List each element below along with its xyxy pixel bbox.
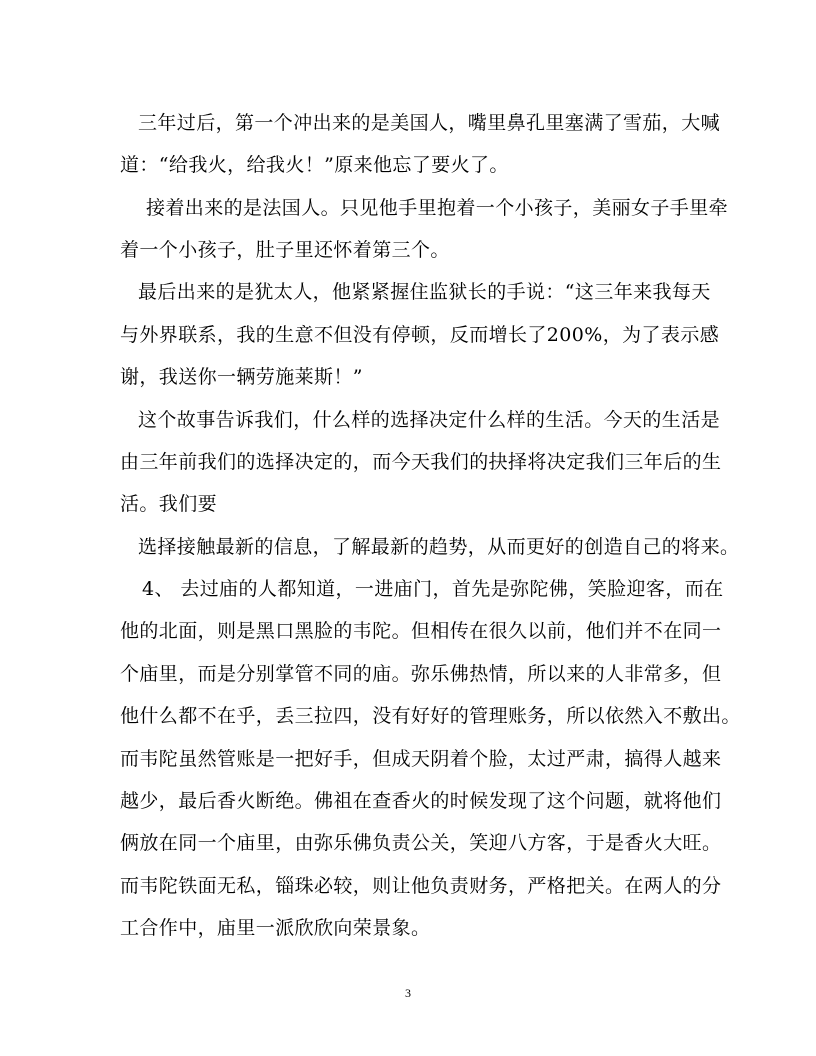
text-line-11: 选择接触最新的信息，了解最新的趋势，从而更好的创造自己的将来。 [138,536,740,558]
text-line-4: 着一个小孩子，肚子里还怀着第三个。 [120,239,450,261]
text-line-17: 越少，最后香火断绝。佛祖在查香火的时候发现了这个问题，就将他们 [120,790,722,812]
text-line-9: 由三年前我们的选择决定的，而今天我们的抉择将决定我们三年后的生 [120,451,722,473]
page-number: 3 [405,986,411,1000]
text-line-19: 而韦陀铁面无私，锱珠必较，则让他负责财务，严格把关。在两人的分 [120,875,722,897]
text-line-10: 活。我们要 [120,493,218,515]
text-line-5: 最后出来的是犹太人，他紧紧握住监狱长的手说：“这三年来我每天 [138,281,711,303]
text-line-3: 接着出来的是法国人。只见他手里抱着一个小孩子，美丽女子手里牵 [146,197,729,219]
text-line-14: 个庙里，而是分别掌管不同的庙。弥乐佛热情，所以来的人非常多，但 [120,663,722,685]
text-line-6: 与外界联系，我的生意不但没有停顿，反而增长了200%，为了表示感 [120,324,720,346]
text-line-18: 俩放在同一个庙里，由弥乐佛负责公关，笑迎八方客，于是香火大旺。 [120,832,722,854]
text-line-1: 三年过后，第一个冲出来的是美国人，嘴里鼻孔里塞满了雪茄，大喊 [138,112,721,134]
text-line-2: 道：“给我火，给我火！”原来他忘了要火了。 [120,154,509,176]
text-line-7: 谢，我送你一辆劳施莱斯！” [120,366,363,388]
text-line-12: 4、 去过庙的人都知道，一进庙门，首先是弥陀佛，笑脸迎客，而在 [142,578,724,600]
text-line-15: 他什么都不在乎，丢三拉四，没有好好的管理账务，所以依然入不敷出。 [120,705,741,727]
text-line-8: 这个故事告诉我们，什么样的选择决定什么样的生活。今天的生活是 [138,409,721,431]
text-line-13: 他的北面，则是黑口黑脸的韦陀。但相传在很久以前，他们并不在同一 [120,620,722,642]
text-line-16: 而韦陀虽然管账是一把好手，但成天阴着个脸，太过严肃，搞得人越来 [120,748,722,770]
text-line-20: 工合作中，庙里一派欣欣向荣景象。 [120,917,431,939]
